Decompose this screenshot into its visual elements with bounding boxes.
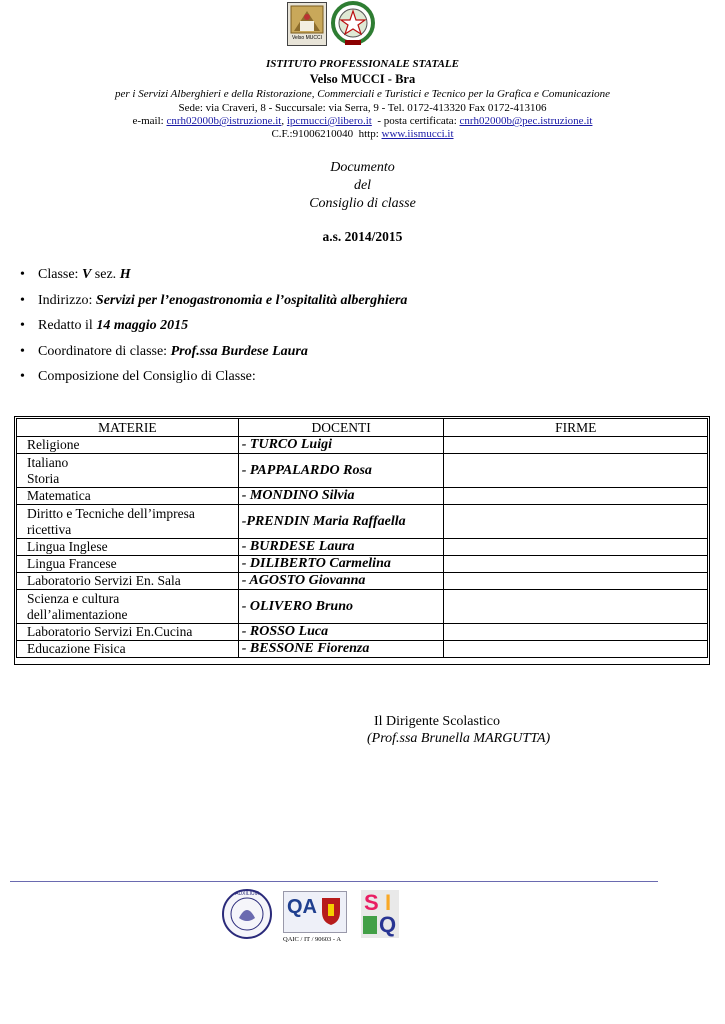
materia-line2: Storia: [27, 470, 60, 486]
shield-icon: [320, 896, 342, 926]
signature-name: (Prof.ssa Brunella MARGUTTA): [367, 731, 551, 746]
institute-subtitle: per i Servizi Alberghieri e della Ristorazione, Commerciali e Turistici e Tecnico per la Grafica e Comunicazione: [114, 88, 611, 100]
footer-divider: [10, 881, 658, 882]
docente-cell: - BURDESE Laura: [238, 539, 444, 556]
firma-cell: [444, 573, 708, 590]
institute-contacts: [0, 115, 725, 127]
email-label: e-mail:: [132, 115, 167, 127]
firma-cell: [444, 437, 708, 454]
school-logo: [287, 2, 327, 46]
materia-line1: Italiano: [27, 454, 69, 470]
list-item-indirizzo: [20, 292, 710, 318]
email-link-istruzione[interactable]: cnrh02000b@istruzione.it: [166, 115, 282, 127]
materia-cell: [17, 454, 239, 488]
email-link-libero[interactable]: ipcmucci@libero.it: [286, 115, 372, 127]
siq-letter-s: S: [364, 890, 379, 915]
redatto-value: 14 maggio 2015: [96, 318, 189, 333]
materia-cell: Lingua Inglese: [17, 539, 239, 556]
docente-cell: - TURCO Luigi: [238, 437, 444, 454]
sez-value: H: [119, 267, 131, 282]
pec-email-link[interactable]: cnrh02000b@pec.istruzione.it: [459, 115, 593, 127]
table-header-row: [17, 419, 708, 437]
docente-cell: - ROSSO Luca: [238, 624, 444, 641]
materia-cell: Laboratorio Servizi En.Cucina: [17, 624, 239, 641]
materia-cell: [17, 505, 239, 539]
siq-color-block: [363, 916, 377, 934]
firma-cell: [444, 556, 708, 573]
docente-cell: - MONDINO Silvia: [238, 488, 444, 505]
table-row: [17, 590, 708, 624]
firma-cell: [444, 488, 708, 505]
website-link[interactable]: www.iismucci.it: [381, 128, 454, 140]
materia-line1: Diritto e Tecniche dell’impresa: [27, 505, 195, 521]
materia-line2: dell’alimentazione: [27, 606, 128, 622]
materia-cell: Matematica: [17, 488, 239, 505]
docente-cell: -PRENDIN Maria Raffaella: [238, 505, 444, 539]
pec-label: - posta certificata:: [371, 115, 460, 127]
firma-cell: [444, 505, 708, 539]
materia-cell: Laboratorio Servizi En. Sala: [17, 573, 239, 590]
council-table: [16, 418, 708, 658]
firma-cell: [444, 624, 708, 641]
list-item-coordinatore: [20, 343, 710, 369]
seal-icon: [221, 888, 273, 940]
docente-cell: - AGOSTO Giovanna: [238, 573, 444, 590]
siq-logo-icon: [361, 890, 399, 938]
document-title: [0, 159, 725, 213]
list-item-composizione: [20, 368, 710, 394]
siq-letter-q: Q: [379, 912, 397, 937]
header-firme: FIRME: [444, 419, 708, 437]
school-year: a.s. 2014/2015: [322, 229, 403, 244]
institute-name: Velso MUCCI - Bra: [309, 72, 416, 86]
school-logo-text: Velso MUCCI: [291, 35, 322, 41]
firma-cell: [444, 590, 708, 624]
redatto-label: Redatto il: [38, 318, 97, 333]
certification-code: QAIC / IT / 90603 - A: [283, 936, 342, 943]
sez-label: sez.: [91, 267, 120, 282]
document-title-line3: Consiglio di classe: [309, 196, 416, 211]
indirizzo-label: Indirizzo:: [38, 292, 96, 308]
materia-line2: ricettiva: [27, 521, 72, 537]
firma-cell: [444, 454, 708, 488]
table-row: [17, 437, 708, 454]
table-row: [17, 488, 708, 505]
class-details-list: [20, 266, 710, 394]
signature-role: Il Dirigente Scolastico: [374, 714, 500, 729]
firma-cell: [444, 539, 708, 556]
header-materie: MATERIE: [17, 419, 239, 437]
composizione-label: Composizione del Consiglio di Classe:: [38, 369, 256, 384]
institute-address: Sede: via Craveri, 8 - Succursale: via Serra, 9 - Tel. 0172-413320 Fax 0172-413106: [178, 102, 547, 114]
docente-cell: - PAPPALARDO Rosa: [238, 454, 444, 488]
classe-label: Classe:: [38, 267, 82, 282]
docente-cell: - DILIBERTO Carmelina: [238, 556, 444, 573]
indirizzo-value: Servizi per l’enogastronomia e l’ospitalità alberghiera: [95, 292, 408, 308]
materia-cell: Religione: [17, 437, 239, 454]
header-docenti: DOCENTI: [238, 419, 444, 437]
materia-line1: Scienza e cultura: [27, 590, 120, 606]
quality-certification-icon: [283, 891, 347, 933]
email-separator: ,: [281, 115, 287, 127]
qa-mark: QA: [287, 896, 317, 918]
table-row: [17, 556, 708, 573]
header-logos: [0, 0, 725, 56]
cf-label: C.F.:91006210040 http:: [271, 128, 382, 140]
list-item-classe: [20, 266, 710, 292]
document-title-line1: Documento: [330, 160, 395, 175]
republic-emblem-icon: [331, 0, 375, 46]
document-title-line2: del: [353, 178, 372, 193]
table-row: [17, 641, 708, 658]
docente-cell: - BESSONE Fiorenza: [238, 641, 444, 658]
list-item-redatto: [20, 317, 710, 343]
siq-letter-i: I: [385, 890, 392, 915]
table-row: [17, 454, 708, 488]
materia-cell: Educazione Fisica: [17, 641, 239, 658]
firma-cell: [444, 641, 708, 658]
table-row: [17, 539, 708, 556]
docente-cell: - OLIVERO Bruno: [238, 590, 444, 624]
seal-text: AUXILIUM: [235, 891, 259, 897]
table-row: [17, 573, 708, 590]
table-row: [17, 505, 708, 539]
institute-type: ISTITUTO PROFESSIONALE STATALE: [266, 58, 459, 70]
coordinatore-value: Prof.ssa Burdese Laura: [170, 343, 308, 359]
materia-cell: [17, 590, 239, 624]
institute-cf-web: [0, 128, 725, 140]
materia-cell: Lingua Francese: [17, 556, 239, 573]
table-row: [17, 624, 708, 641]
classe-value: V: [81, 267, 92, 282]
coordinatore-label: Coordinatore di classe:: [38, 343, 171, 359]
